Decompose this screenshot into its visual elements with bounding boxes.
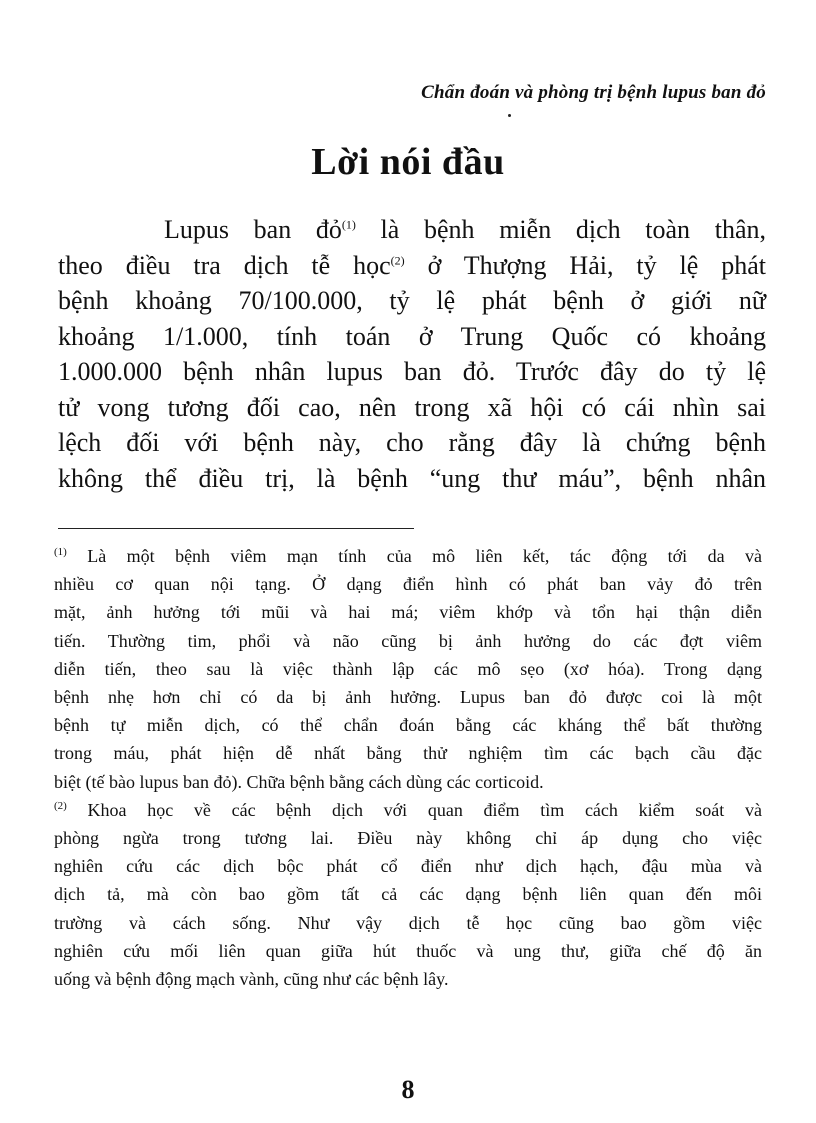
footnote-1-line: bệnh nhẹ hơn chỉ có da bị ảnh hưởng. Lupus ban đỏ được coi là một <box>54 687 762 708</box>
body-line: tử vong tương đối cao, nên trong xã hội có cái nhìn sai <box>58 392 766 422</box>
footnote-marker-2: (2) <box>54 799 67 812</box>
footnote-ref-1: (1) <box>341 217 356 232</box>
footnote-1-line: trong máu, phát hiện dễ nhất bằng thử nghiệm tìm các bạch cầu đặc <box>54 743 762 764</box>
footnote-1-line: tiến. Thường tim, phổi và não cũng bị ảnh hưởng do các đợt viêm <box>54 630 762 651</box>
footnote-divider <box>58 528 414 529</box>
running-header: Chẩn đoán và phòng trị bệnh lupus ban đỏ <box>421 82 766 103</box>
footnote-1-line: bệnh tự miễn dịch, có thể chẩn đoán bằng các kháng thể bất thường <box>54 715 762 736</box>
body-line: bệnh khoảng 70/100.000, tỷ lệ phát bệnh ở giới nữ <box>58 286 766 315</box>
footnote-2-line: trường và cách sống. Như vậy dịch tễ học cũng bao gồm việc <box>54 912 762 933</box>
footnote-2-line: nghiên cứu mối liên quan giữa hút thuốc và ung thư, giữa chế độ ăn <box>54 940 762 961</box>
page-number: 8 <box>401 1075 415 1104</box>
footnote-marker-1: (1) <box>54 546 67 558</box>
body-line: không thể điều trị, là bệnh “ung thư máu”, bệnh nhân <box>58 463 766 493</box>
footnote-1-line: mặt, ảnh hưởng tới mũi và hai má; viêm khớp và tổn hại thận diễn <box>54 602 762 623</box>
footnote-1-line: biệt (tế bào lupus ban đỏ). Chữa bệnh bằng cách dùng các corticoid. <box>54 771 544 792</box>
footnotes <box>54 542 762 993</box>
footnote-1-line: diễn tiến, theo sau là việc thành lập các mô sẹo (xơ hóa). Trong dạng <box>54 658 762 679</box>
footnote-1-line: nhiều cơ quan nội tạng. Ở dạng điển hình có phát ban vảy đỏ trên <box>54 574 762 595</box>
footnote-2-line: $^{(2)}$ Khoa học về các bệnh dịch với quan điểm tìm cách kiểm soát và <box>54 799 762 820</box>
body-line: khoảng 1/1.000, tính toán ở Trung Quốc có khoảng <box>58 321 766 351</box>
footnote-2-line: uống và bệnh động mạch vành, cũng như các bệnh lây. <box>54 969 449 990</box>
body-line: lệch đối với bệnh này, cho rằng đây là chứng bệnh <box>58 428 766 457</box>
footnote-2-line: dịch tả, mà còn bao gồm tất cả các dạng bệnh liên quan đến môi <box>54 884 762 905</box>
footnote-2-line: nghiên cứu các dịch bộc phát cổ điển như dịch hạch, đậu mùa và <box>54 856 762 877</box>
print-speck <box>508 114 511 117</box>
body-paragraph <box>58 212 766 496</box>
footnote-1-line: $^{(1)}$ Là một bệnh viêm mạn tính của mô liên kết, tác động tới da và <box>54 546 762 566</box>
body-line: Lupus ban đỏ$^{(1)}$ là bệnh miễn dịch toàn thân, <box>164 215 766 244</box>
footnote-2-line: phòng ngừa trong tương lai. Điều này không chỉ áp dụng cho việc <box>54 828 762 849</box>
body-line: theo điều tra dịch tễ học$^{(2)}$ ở Thượng Hải, tỷ lệ phát <box>58 250 766 280</box>
chapter-title: Lời nói đầu <box>311 141 505 183</box>
footnote-ref-2: (2) <box>390 252 405 267</box>
body-line: 1.000.000 bệnh nhân lupus ban đỏ. Trước đây do tỷ lệ <box>58 357 766 386</box>
